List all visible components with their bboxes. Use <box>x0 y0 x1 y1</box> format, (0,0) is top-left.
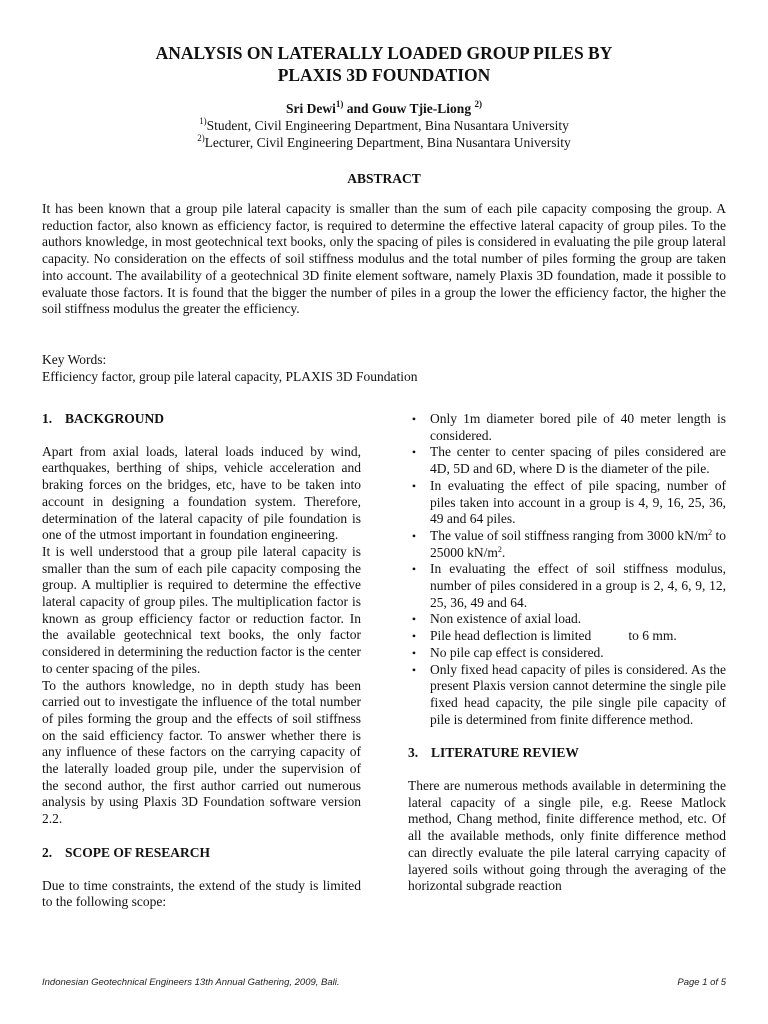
scope-item-4 <box>408 528 726 561</box>
section-3-heading <box>408 745 726 762</box>
right-column <box>408 411 726 895</box>
scope-item-5-text: In evaluating the effect of soil stiffness modulus, number of piles considered in a group is 2, 4, 6, 9, 12, 25, 36, 49 and 64. <box>430 561 726 610</box>
abstract-text: It has been known that a group pile lateral capacity is smaller than the sum of each pile capacity composing the group. A reduction factor, also known as efficiency factor, is required to determine the effective lateral capacity of group piles. To the authors knowledge, in most geotechnical text books, only the spacing of piles is considered in evaluating the pile group lateral capacity. No consideration on the effects of soil stiffness modulus and the total number of piles forming the group are taken into account. The availability of a geotechnical 3D finite element software, namely Plaxis 3D foundation, made it possible to evaluate those factors. It is found that the bigger the number of piles in a group the lower the efficiency factor, the higher the soil stiffness modulus the greater the efficiency. <box>42 201 726 317</box>
scope-item-5 <box>408 561 726 611</box>
bullet-icon: • <box>411 629 417 644</box>
section-3-number: 3. <box>408 745 419 761</box>
scope-item-6 <box>408 611 726 628</box>
section-1-paragraph-3: To the authors knowledge, no in depth study has been carried out to investigate the influence of the total number of piles forming the group and the effects of soil stiffness on the said efficiency factor. To answer whether there is any influence of these factors on the carrying capacity of the laterally loaded group pile, under the supervision of the second author, the first author carried out numerous analysis by using Plaxis 3D Foundation software version 2.2. <box>42 677 361 827</box>
scope-item-6-text: Non existence of axial load. <box>430 611 582 627</box>
scope-item-7-text: Pile head deflection is limited to 6 mm. <box>430 628 677 644</box>
section-3-paragraph-1: There are numerous methods available in determining the lateral capacity of a single pile, e.g. Reese Matlock method, Chang method, finite difference method, etc. Of all the available methods, only finite difference method can directly evaluate the pile lateral carrying capacity of layered soils without going through the averaging of the horizontal subgrade reaction <box>408 778 726 894</box>
author-2: and Gouw Tjie-Liong <box>343 101 475 116</box>
affiliation-1-text: Student, Civil Engineering Department, Bina Nusantara University <box>206 118 569 133</box>
affiliation-2-mark: 2) <box>197 133 205 143</box>
section-2-heading <box>42 845 361 862</box>
affiliation-2-text: Lecturer, Civil Engineering Department, Bina Nusantara University <box>204 135 571 150</box>
bullet-icon: • <box>411 612 417 627</box>
scope-item-8-text: No pile cap effect is considered. <box>430 644 604 660</box>
keywords-block <box>42 351 726 385</box>
affiliation-1 <box>40 117 728 134</box>
bullet-icon: • <box>411 645 417 660</box>
footer-conference: Indonesian Geotechnical Engineers 13th Annual Gathering, 2009, Bali. <box>42 977 340 988</box>
author-1: Sri Dewi <box>286 101 336 116</box>
section-1-number: 1. <box>42 411 53 426</box>
scope-item-1 <box>408 411 726 444</box>
footer-page-number: Page 1 of 5 <box>677 977 726 988</box>
bullet-icon: • <box>411 662 417 677</box>
affiliation-2 <box>40 134 728 151</box>
section-3-title: LITERATURE REVIEW <box>431 745 579 761</box>
author-names <box>40 100 728 117</box>
author-2-mark: 2) <box>474 99 482 109</box>
section-1-heading <box>42 411 361 428</box>
author-1-mark: 1) <box>335 99 344 109</box>
bullet-icon: • <box>411 478 417 493</box>
abstract-heading: ABSTRACT <box>347 171 421 186</box>
scope-item-4-sup-1: 2 <box>708 527 713 537</box>
section-2-number: 2. <box>42 844 53 860</box>
scope-item-4-text-a: The value of soil stiffness ranging from 3000 kN/m <box>430 527 709 543</box>
keywords-text: Efficiency factor, group pile lateral capacity, PLAXIS 3D Foundation <box>42 369 418 384</box>
scope-item-9 <box>408 662 726 729</box>
scope-item-8 <box>408 645 726 662</box>
scope-item-4-text-b: to 25000 kN/m <box>430 527 726 560</box>
scope-item-3 <box>408 478 726 528</box>
scope-item-4-text-c: . <box>501 544 506 560</box>
bullet-icon: • <box>411 412 417 426</box>
section-1-title: BACKGROUND <box>65 411 165 426</box>
scope-item-7 <box>408 628 726 645</box>
section-2-title: SCOPE OF RESEARCH <box>65 844 211 860</box>
author-block <box>40 100 728 151</box>
section-1-paragraph-1: Apart from axial loads, lateral loads induced by wind, earthquakes, berthing of ships, vehicle acceleration and braking forces on the bridges, etc, have to be taken into account in designing a foundation system. Therefore, determination of the lateral capacity of pile foundation is one of the utmost important in foundation engineering. <box>42 443 361 543</box>
title-line-2: PLAXIS 3D FOUNDATION <box>277 65 491 85</box>
keywords-label: Key Words: <box>42 352 107 367</box>
scope-item-3-text: In evaluating the effect of pile spacing, number of piles taken into account in a group is 4, 9, 16, 25, 36, 49 and 64 piles. <box>430 477 726 527</box>
left-column <box>42 411 361 911</box>
bullet-icon: • <box>411 445 417 460</box>
scope-item-4-sup-2: 2 <box>497 544 502 554</box>
title-line-1: ANALYSIS ON LATERALLY LOADED GROUP PILES BY <box>155 43 613 63</box>
section-1-paragraph-2: It is well understood that a group pile lateral capacity is smaller than the sum of each pile capacity composing the group. A multiplier is required to determine the effective lateral capacity of group piles. The multiplication factor is known as group efficiency factor or reduction factor. In the available geotechnical text books, the only factor considered in determining the reduction factor is the center to center spacing of the piles. <box>42 543 361 676</box>
section-2-paragraph-1: Due to time constraints, the extend of the study is limited to the following scope: <box>42 877 361 910</box>
bullet-icon: • <box>411 528 417 543</box>
scope-item-2 <box>408 444 726 477</box>
paper-title <box>40 42 728 86</box>
affiliation-1-mark: 1) <box>199 116 207 126</box>
bullet-icon: • <box>411 562 417 577</box>
scope-item-9-text: Only fixed head capacity of piles is considered. As the present Plaxis version cannot determine the single pile fixed head capacity, the pile single pile capacity of pile is determined from finite difference method. <box>430 661 726 727</box>
scope-item-2-text: The center to center spacing of piles considered are 4D, 5D and 6D, where D is the diameter of the pile. <box>430 444 726 477</box>
scope-item-1-text: Only 1m diameter bored pile of 40 meter length is considered. <box>430 411 726 443</box>
scope-list <box>408 411 726 728</box>
